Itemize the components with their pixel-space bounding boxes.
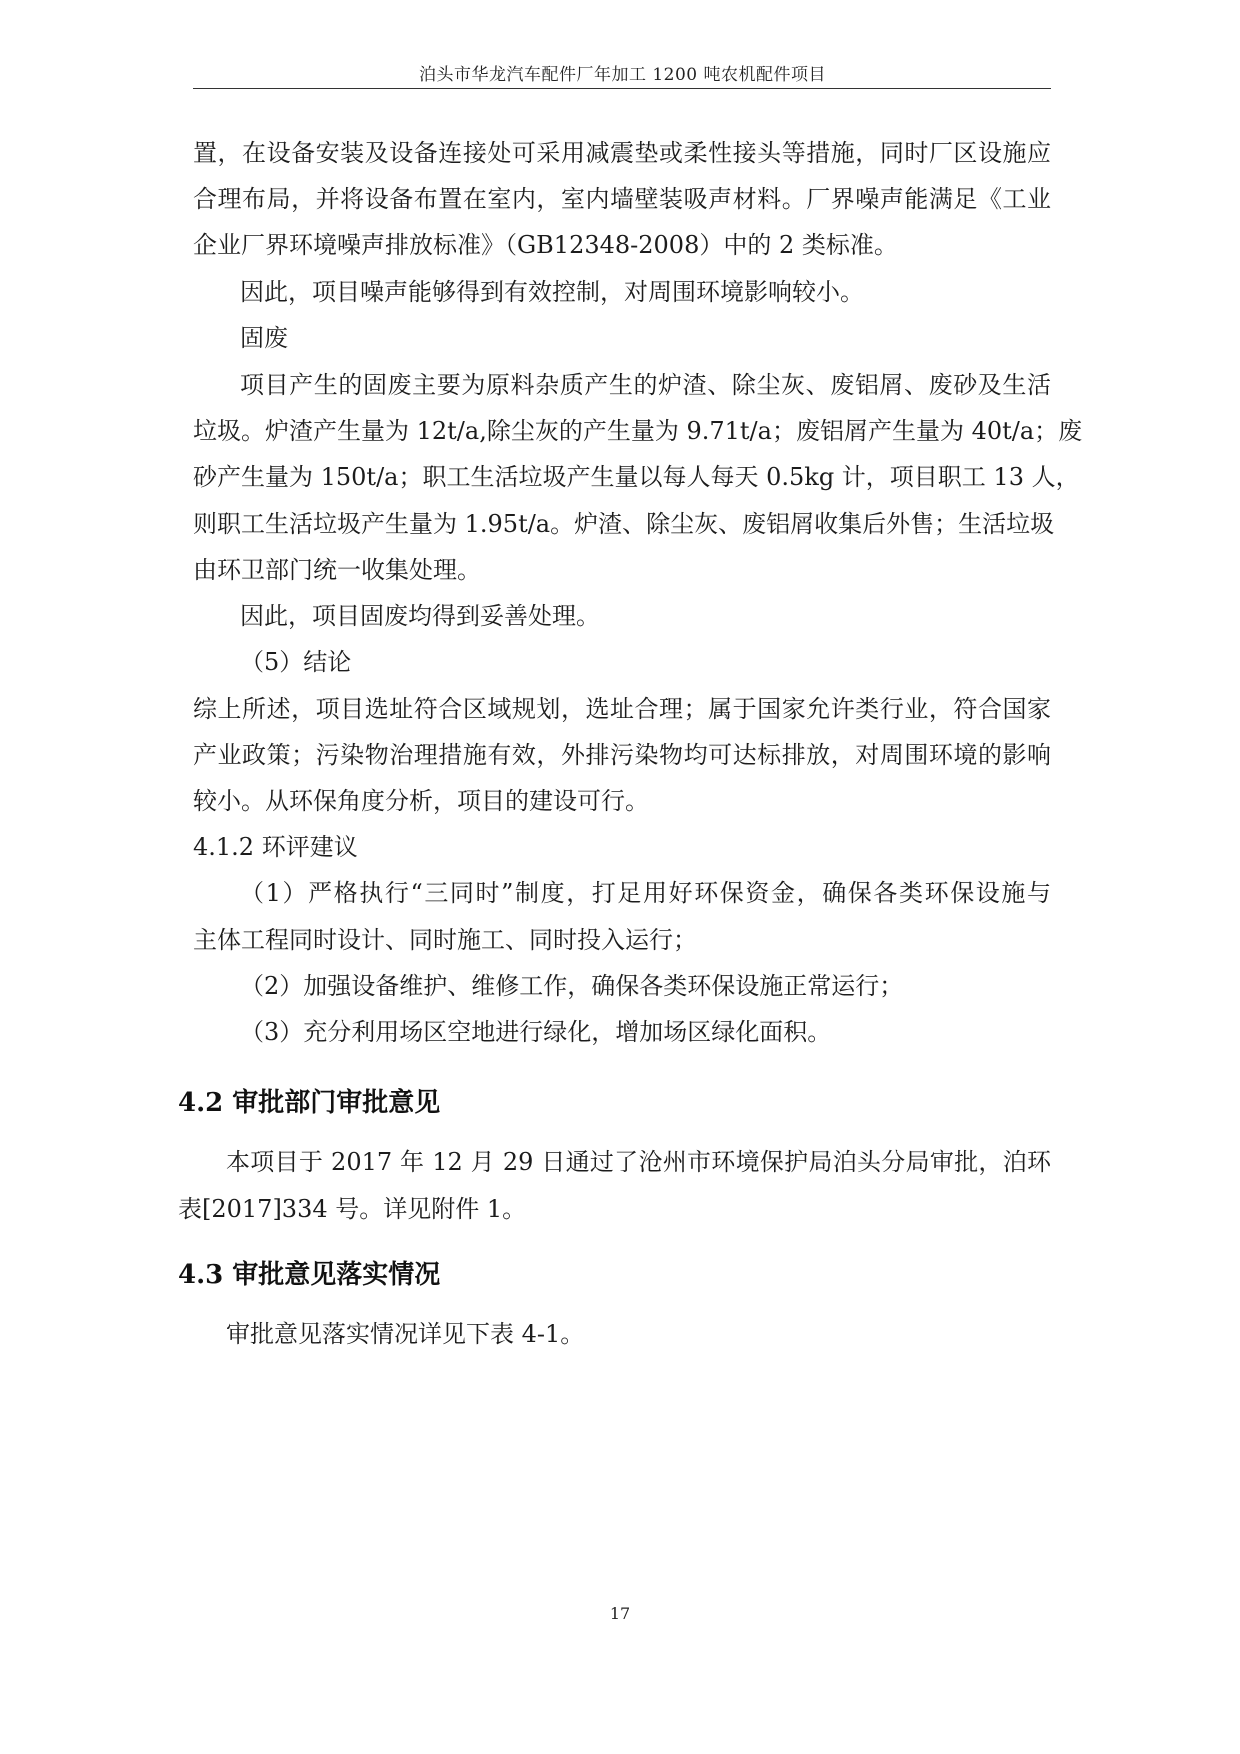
paragraph: 因此，项目噪声能够得到有效控制，对周围环境影响较小。 — [240, 278, 864, 306]
recommendation-line: （3）充分利用场区空地进行绿化，增加场区绿化面积。 — [240, 1018, 832, 1046]
section-heading-4-3: 4.3 审批意见落实情况 — [178, 1260, 441, 1290]
paragraph-line: 项目产生的固废主要为原料杂质产生的炉渣、除尘灰、废铝屑、废砂及生活 — [240, 371, 1051, 399]
paragraph-line: 产业政策；污染物治理措施有效，外排污染物均可达标排放，对周围环境的影响 — [193, 741, 1051, 769]
paragraph: 因此，项目固废均得到妥善处理。 — [240, 602, 600, 630]
paragraph-line: 表[2017]334 号。详见附件 1。 — [178, 1195, 527, 1223]
subsection-heading: 4.1.2 环评建议 — [193, 833, 358, 861]
paragraph-line: 垃圾。炉渣产生量为 12t/a,除尘灰的产生量为 9.71t/a；废铝屑产生量为 40t/a；废 — [193, 417, 1083, 445]
recommendation-line: （2）加强设备维护、维修工作，确保各类环保设施正常运行； — [240, 972, 904, 1000]
page-number: 17 — [609, 1604, 631, 1623]
subheading-solid-waste: 固废 — [240, 324, 288, 352]
header-rule — [193, 88, 1051, 89]
paragraph-line: 砂产生量为 150t/a；职工生活垃圾产生量以每人每天 0.5kg 计，项目职工 13 人， — [193, 463, 1080, 491]
recommendation-line: （1）严格执行“三同时”制度，打足用好环保资金，确保各类环保设施与 — [240, 879, 1051, 907]
paragraph-line: 置，在设备安装及设备连接处可采用减震垫或柔性接头等措施，同时厂区设施应 — [193, 139, 1051, 167]
running-header: 泊头市华龙汽车配件厂年加工 1200 吨农机配件项目 — [418, 65, 827, 85]
paragraph-line: 由环卫部门统一收集处理。 — [193, 556, 481, 584]
paragraph-line: 企业厂界环境噪声排放标准》（GB12348-2008）中的 2 类标准。 — [193, 231, 898, 259]
section-heading-4-2: 4.2 审批部门审批意见 — [178, 1088, 441, 1118]
paragraph-line: 本项目于 2017 年 12 月 29 日通过了沧州市环境保护局泊头分局审批，泊环 — [226, 1148, 1051, 1176]
recommendation-line: 主体工程同时设计、同时施工、同时投入运行； — [193, 926, 697, 954]
paragraph-line: 合理布局，并将设备布置在室内，室内墙壁装吸声材料。厂界噪声能满足《工业 — [193, 185, 1051, 213]
paragraph-line: 则职工生活垃圾产生量为 1.95t/a。炉渣、除尘灰、废铝屑收集后外售；生活垃圾 — [193, 510, 1055, 538]
paragraph-line: 综上所述，项目选址符合区域规划，选址合理；属于国家允许类行业，符合国家 — [193, 695, 1051, 723]
subheading-conclusion: （5）结论 — [240, 648, 352, 676]
paragraph: 审批意见落实情况详见下表 4-1。 — [226, 1320, 585, 1348]
paragraph-line: 较小。从环保角度分析，项目的建设可行。 — [193, 787, 649, 815]
